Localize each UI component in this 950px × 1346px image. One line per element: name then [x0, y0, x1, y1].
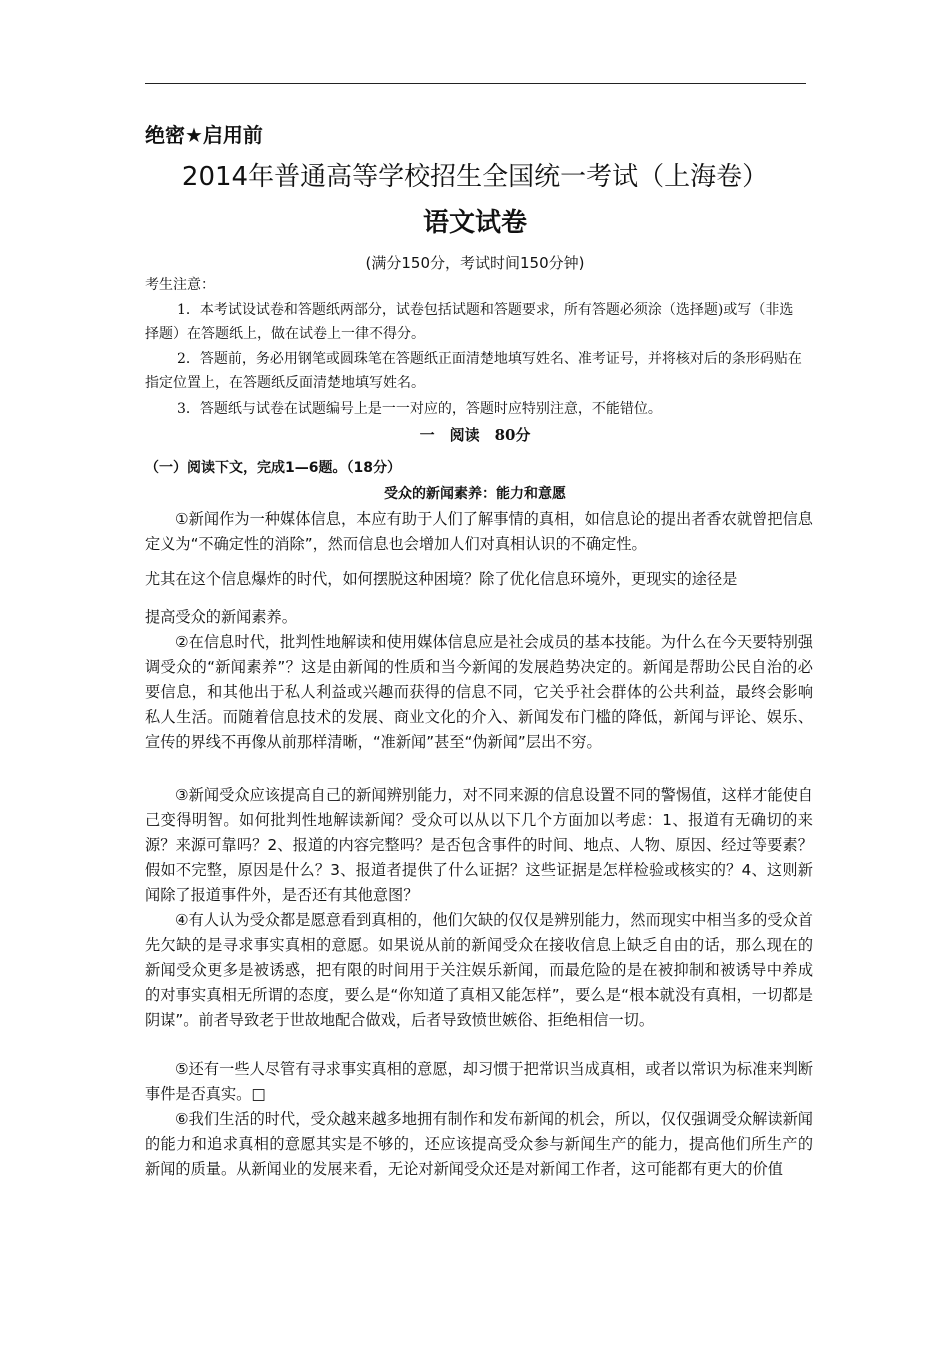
header-rule	[145, 83, 806, 84]
article-paragraph-1-continued: 尤其在这个信息爆炸的时代，如何摆脱这种困境？除了优化信息环境外，更现实的途径是	[145, 570, 738, 588]
article-paragraph-2: ②在信息时代，批判性地解读和使用媒体信息应是社会成员的基本技能。为什么在今天要特别强调受众的“新闻素养”？这是由新闻的性质和当今新闻的发展趋势决定的。新闻是帮助公民自治的必要信息，和其他出于私人利益或兴趣而获得的信息不同，它关乎社会群体的公共利益，最终会影响私人生活。而随着信息技术的发展、商业文化的介入、新闻发布门槛的降低，新闻与评论、娱乐、宣传的界线不再像从前那样清晰，“准新闻”甚至“伪新闻”层出不穷。	[145, 633, 813, 751]
secret-mark: 绝密★启用前	[145, 123, 263, 147]
notice-item-1: 1．本考试设试卷和答题纸两部分，试卷包括试题和答题要求，所有答题必须涂（选择题)或写（非选择题）在答题纸上，做在试卷上一律不得分。	[145, 302, 794, 342]
section-heading: 一 阅读 80分	[419, 426, 531, 444]
score-time-note: (满分150分，考试时间150分钟)	[365, 254, 585, 272]
article-paragraph-3: ③新闻受众应该提高自己的新闻辨别能力，对不同来源的信息设置不同的警惕值，这样才能使自己变得明智。如何批判性地解读新闻？受众可以从以下几个方面加以考虑：1、报道有无确切的来源？来源可靠吗？2、报道的内容完整吗？是否包含事件的时间、地点、人物、原因、经过等要素？假如不完整，原因是什么？3、报道者提供了什么证据？这些证据是怎样检验或核实的？4、这则新闻除了报道事件外，是否还有其他意图？	[145, 786, 813, 904]
subject-title: 语文试卷	[422, 208, 527, 238]
article-paragraph-6: ⑥我们生活的时代，受众越来越多地拥有制作和发布新闻的机会，所以，仅仅强调受众解读新闻的能力和追求真相的意愿其实是不够的，还应该提高受众参与新闻生产的能力，提高他们所生产的新闻的质量。从新闻业的发展来看，无论对新闻受众还是对新闻工作者，这可能都有更大的价值	[145, 1110, 813, 1178]
notice-item-3: 3．答题纸与试卷在试题编号上是一一对应的，答题时应特别注意，不能错位。	[177, 401, 662, 417]
article-paragraph-1: ①新闻作为一种媒体信息，本应有助于人们了解事情的真相，如信息论的提出者香农就曾把信息定义为“不确定性的消除”，然而信息也会增加人们对真相认识的不确定性。	[145, 510, 813, 553]
notice-heading: 考生注意：	[145, 277, 215, 293]
notice-item-2: 2．答题前，务必用钢笔或圆珠笔在答题纸正面清楚地填写姓名、准考证号，并将核对后的条形码贴在指定位置上，在答题纸反面清楚地填写姓名。	[145, 351, 802, 391]
article-paragraph-5: ⑤还有一些人尽管有寻求事实真相的意愿，却习惯于把常识当成真相，或者以常识为标准来判断事件是否真实。□	[145, 1060, 813, 1103]
article-title: 受众的新闻素养：能力和意愿	[384, 486, 566, 502]
exam-title: 2014年普通高等学校招生全国统一考试（上海卷）	[181, 162, 769, 192]
article-paragraph-4: ④有人认为受众都是愿意看到真相的，他们欠缺的仅仅是辨别能力，然而现实中相当多的受众首先欠缺的是寻求事实真相的意愿。如果说从前的新闻受众在接收信息上缺乏自由的话，那么现在的新闻受众更多是被诱惑，把有限的时间用于关注娱乐新闻，而最危险的是在被抑制和被诱导中养成的对事实真相无所谓的态度，要么是“你知道了真相又能怎样”，要么是“根本就没有真相，一切都是阴谋”。前者导致老于世故地配合做戏，后者导致愤世嫉俗、拒绝相信一切。	[145, 911, 813, 1029]
article-paragraph-1-end: 提高受众的新闻素养。	[145, 608, 297, 626]
part-heading: （一）阅读下文，完成1—6题。（18分）	[145, 460, 401, 476]
